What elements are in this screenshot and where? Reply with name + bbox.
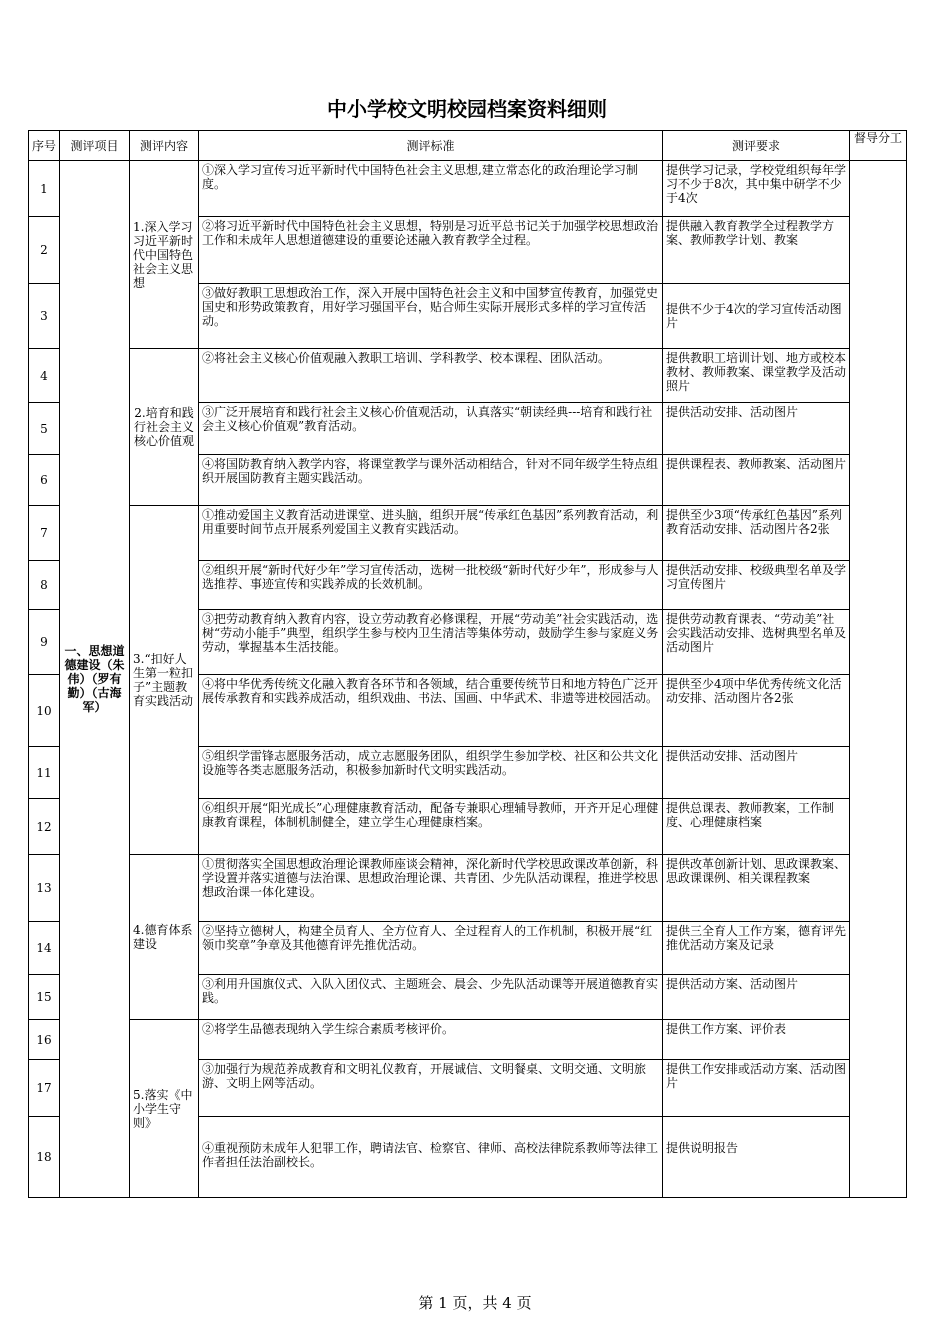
standard-cell: ②将社会主义核心价值观融入教职工培训、学科教学、校本课程、团队活动。 [199, 349, 663, 403]
table-row [29, 161, 907, 217]
row-number: 11 [29, 747, 60, 799]
row-number: 8 [29, 561, 60, 610]
header-requirement: 测评要求 [663, 131, 850, 161]
requirement-cell: 提供改革创新计划、思政课教案、思政课课例、相关课程教案 [663, 855, 850, 922]
standard-cell: ④将中华优秀传统文化融入教育各环节和各领域，结合重要传统节日和地方特色广泛开展传承教育和实践养成活动，组织戏曲、书法、国画、中华武术、非遗等进校园活动。 [199, 675, 663, 747]
requirement-cell: 提供活动安排、校级典型名单及学习宣传图片 [663, 561, 850, 610]
row-number: 4 [29, 349, 60, 403]
standard-cell: ⑥组织开展“阳光成长”心理健康教育活动，配备专兼职心理辅导教师，开齐开足心理健康教育课程，体制机制健全，建立学生心理健康档案。 [199, 799, 663, 855]
requirement-cell: 提供至少4项中华优秀传统文化活动安排、活动图片各2张 [663, 675, 850, 747]
standard-cell: ②组织开展“新时代好少年”学习宣传活动，选树一批校级“新时代好少年”，形成参与人选推荐、事迹宣传和实践养成的长效机制。 [199, 561, 663, 610]
content-cell: 1.深入学习习近平新时代中国特色社会主义思想 [130, 161, 199, 349]
row-number: 17 [29, 1060, 60, 1117]
standard-cell: ①推动爱国主义教育活动进课堂、进头脑，组织开展“传承红色基因”系列教育活动，利用重要时间节点开展系列爱国主义教育实践活动。 [199, 506, 663, 561]
table-row [29, 855, 907, 922]
row-number: 15 [29, 975, 60, 1020]
requirement-cell: 提供工作安排或活动方案、活动图片 [663, 1060, 850, 1117]
standard-cell: ③做好教职工思想政治工作，深入开展中国特色社会主义和中国梦宣传教育，加强党史国史和形势政策教育，用好学习强国平台，贴合师生实际开展形式多样的学习宣传活动。 [199, 284, 663, 349]
row-number: 12 [29, 799, 60, 855]
page-footer: 第 1 页，共 4 页 [418, 1294, 532, 1312]
requirement-cell: 提供学习记录，学校党组织每年学习不少于8次，其中集中研学不少于4次 [663, 161, 850, 217]
row-number: 14 [29, 922, 60, 975]
standard-cell: ③利用升国旗仪式、入队入团仪式、主题班会、晨会、少先队活动课等开展道德教育实践。 [199, 975, 663, 1020]
requirement-cell: 提供三全育人工作方案，德育评先推优活动方案及记录 [663, 922, 850, 975]
table-row [29, 1020, 907, 1060]
supervision-cell [850, 161, 907, 1198]
standard-cell: ③广泛开展培育和践行社会主义核心价值观活动，认真落实“朝读经典---培育和践行社会主义核心价值观”教育活动。 [199, 403, 663, 455]
requirement-cell: 提供活动安排、活动图片 [663, 403, 850, 455]
header-seq: 序号 [29, 131, 60, 161]
content-cell: 3.“扣好人生第一粒扣子”主题教育实践活动 [130, 506, 199, 855]
content-cell: 5.落实《中小学生守则》 [130, 1020, 199, 1198]
row-number: 10 [29, 675, 60, 747]
table-row [29, 349, 907, 403]
row-number: 3 [29, 284, 60, 349]
header-supervision: 督导分工 [850, 131, 907, 161]
content-cell: 2.培育和践行社会主义核心价值观 [130, 349, 199, 506]
requirement-cell: 提供活动安排、活动图片 [663, 747, 850, 799]
requirement-cell: 提供融入教育教学全过程教学方案、教师教学计划、教案 [663, 217, 850, 284]
page-title: 中小学校文明校园档案资料细则 [327, 97, 607, 121]
standard-cell: ④将国防教育纳入教学内容，将课堂教学与课外活动相结合，针对不同年级学生特点组织开展国防教育主题实践活动。 [199, 455, 663, 506]
requirement-cell: 提供劳动教育课表、“劳动美”社会实践活动安排、选树典型名单及活动图片 [663, 610, 850, 675]
table-row [29, 506, 907, 561]
header-project: 测评项目 [60, 131, 130, 161]
row-number: 7 [29, 506, 60, 561]
row-number: 2 [29, 217, 60, 284]
standard-cell: ②将习近平新时代中国特色社会主义思想，特别是习近平总书记关于加强学校思想政治工作和未成年人思想道德建设的重要论述融入教育教学全过程。 [199, 217, 663, 284]
standard-cell: ③把劳动教育纳入教育内容，设立劳动教育必修课程，开展“劳动美”社会实践活动，选树“劳动小能手”典型，组织学生参与校内卫生清洁等集体劳动，鼓励学生参与家庭义务劳动，掌握基本生活技能。 [199, 610, 663, 675]
standard-cell: ②坚持立德树人，构建全员育人、全方位育人、全过程育人的工作机制，积极开展“红领巾奖章”争章及其他德育评先推优活动。 [199, 922, 663, 975]
requirement-cell: 提供不少于4次的学习宣传活动图片 [663, 284, 850, 349]
standard-cell: ②将学生品德表现纳入学生综合素质考核评价。 [199, 1020, 663, 1060]
requirement-cell: 提供工作方案、评价表 [663, 1020, 850, 1060]
standard-cell: ①贯彻落实全国思想政治理论课教师座谈会精神，深化新时代学校思政课改革创新，科学设置并落实道德与法治课、思想政治理论课、共青团、少先队活动课程，推进学校思想政治课一体化建设。 [199, 855, 663, 922]
requirement-cell: 提供至少3项“传承红色基因”系列教育活动安排、活动图片各2张 [663, 506, 850, 561]
row-number: 18 [29, 1117, 60, 1198]
requirement-cell: 提供课程表、教师教案、活动图片 [663, 455, 850, 506]
row-number: 1 [29, 161, 60, 217]
row-number: 9 [29, 610, 60, 675]
evaluation-table [28, 130, 907, 1198]
header-standard: 测评标准 [199, 131, 663, 161]
row-number: 6 [29, 455, 60, 506]
requirement-cell: 提供教职工培训计划、地方或校本教材、教师教案、课堂教学及活动照片 [663, 349, 850, 403]
row-number: 13 [29, 855, 60, 922]
requirement-cell: 提供活动方案、活动图片 [663, 975, 850, 1020]
standard-cell: ⑤组织学雷锋志愿服务活动，成立志愿服务团队，组织学生参加学校、社区和公共文化设施等各类志愿服务活动，积极参加新时代文明实践活动。 [199, 747, 663, 799]
standard-cell: ③加强行为规范养成教育和文明礼仪教育，开展诚信、文明餐桌、文明交通、文明旅游、文明上网等活动。 [199, 1060, 663, 1117]
content-cell: 4.德育体系建设 [130, 855, 199, 1020]
table-header-row [29, 131, 907, 161]
row-number: 16 [29, 1020, 60, 1060]
requirement-cell: 提供说明报告 [663, 1117, 850, 1198]
requirement-cell: 提供总课表、教师教案，工作制度、心理健康档案 [663, 799, 850, 855]
standard-cell: ①深入学习宣传习近平新时代中国特色社会主义思想,建立常态化的政治理论学习制度。 [199, 161, 663, 217]
header-content: 测评内容 [130, 131, 199, 161]
standard-cell: ④重视预防未成年人犯罪工作，聘请法官、检察官、律师、高校法律院系教师等法律工作者担任法治副校长。 [199, 1117, 663, 1198]
project-cell: 一、思想道德建设（朱 伟）（罗有勤）（古海军） [60, 161, 130, 1198]
row-number: 5 [29, 403, 60, 455]
